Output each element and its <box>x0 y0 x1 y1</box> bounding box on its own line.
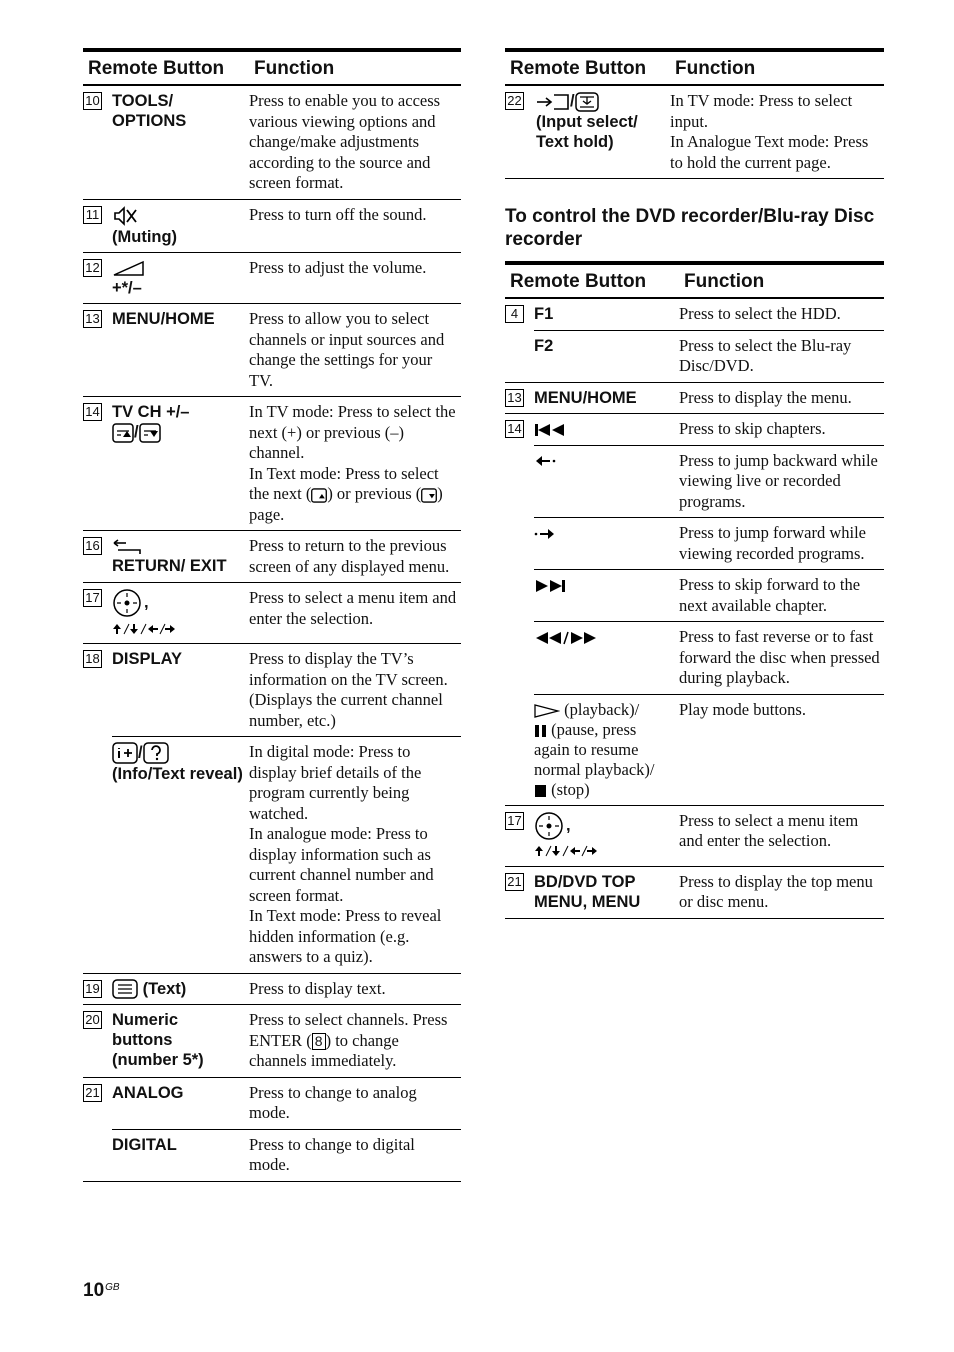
function-text: Press to change to digital mode. <box>249 1129 461 1181</box>
table-row <box>83 583 461 644</box>
function-text-tv: In TV mode: Press to select input. <box>670 91 853 131</box>
function-text: Press to select the Blu-ray Disc/DVD. <box>679 330 884 382</box>
remote-button-table-right <box>505 48 884 179</box>
function-text: Press to enable you to access various viewing options and change/make adjustments according to the source and screen format. <box>249 91 441 192</box>
skip-back-icon <box>534 423 566 437</box>
item-number: 17 <box>83 589 102 607</box>
table-row <box>505 866 884 918</box>
function-text-tv: In TV mode: Press to select the next (+) or previous (–) channel. <box>249 402 456 463</box>
button-name: F1 <box>534 305 554 323</box>
table-row <box>505 298 884 330</box>
button-name: F2 <box>534 330 679 382</box>
select-enter-icon <box>112 588 144 618</box>
function-text: Press to skip chapters. <box>679 414 884 446</box>
play-icon <box>534 704 560 718</box>
item-number: 19 <box>83 980 102 998</box>
header-remote-button: Remote Button <box>505 50 670 85</box>
page-language-suffix: GB <box>105 1282 120 1293</box>
item-number: 12 <box>83 259 102 277</box>
jump-back-icon <box>534 455 556 467</box>
button-name: MENU/HOME <box>112 304 249 397</box>
button-name: ANALOG <box>112 1077 249 1129</box>
table-row <box>83 1005 461 1078</box>
right-column <box>505 48 884 919</box>
function-text <box>249 1005 461 1078</box>
arrow-keys-icon <box>112 622 176 636</box>
table-row <box>505 330 884 382</box>
remote-button-table-left <box>83 48 461 1182</box>
button-name: , <box>566 815 571 834</box>
function-text-text: In Text mode: Press to reveal hidden information (e.g. answers to a quiz). <box>249 906 442 967</box>
button-name: (Muting) <box>112 227 178 246</box>
table-row <box>505 694 884 805</box>
item-number: 13 <box>83 310 102 328</box>
button-name: DIGITAL <box>112 1129 249 1181</box>
table-row <box>83 304 461 397</box>
button-name: RETURN/ EXIT <box>112 557 227 576</box>
pause-label: (pause, press again to resume normal playback)/ <box>534 719 655 779</box>
text-icon <box>112 979 138 999</box>
pause-icon <box>534 724 547 738</box>
table-row <box>505 414 884 446</box>
button-name: MENU/HOME <box>534 382 679 414</box>
item-number: 4 <box>505 305 524 323</box>
dvd-remote-button-table <box>505 261 884 919</box>
function-text-text-b: ) or previous ( <box>327 484 422 504</box>
function-text <box>249 397 461 531</box>
function-text: Press to display the menu. <box>679 382 884 414</box>
table-row <box>505 570 884 622</box>
button-name: BD/DVD TOP MENU, MENU <box>534 866 679 918</box>
item-number: 14 <box>505 420 524 438</box>
stop-icon <box>534 784 547 798</box>
item-number: 21 <box>505 873 524 891</box>
header-function: Function <box>249 50 461 85</box>
header-function: Function <box>670 50 884 85</box>
function-text: Press to adjust the volume. <box>249 252 461 304</box>
return-icon <box>112 538 142 556</box>
item-number: 20 <box>83 1011 102 1029</box>
function-text-a: Press to select channels. Press ENTER ( <box>249 1010 448 1050</box>
button-name: (Input select/ Text hold) <box>536 112 638 151</box>
separator: / <box>570 92 575 110</box>
table-row <box>83 531 461 583</box>
item-number: 16 <box>83 537 102 555</box>
volume-icon <box>112 258 146 278</box>
page-down-icon <box>139 423 161 443</box>
button-name: DISPLAY <box>112 644 249 737</box>
fast-reverse-forward-icon <box>534 631 598 645</box>
button-name: +*/– <box>112 279 142 298</box>
function-text: Press to jump forward while viewing recorded programs. <box>679 518 884 570</box>
function-text-analogue: In analogue mode: Press to display information such as current channel number and screen format. <box>249 824 434 905</box>
table-row <box>83 1129 461 1181</box>
button-name: TV CH +/– <box>112 403 190 422</box>
separator: / <box>134 423 139 442</box>
function-text: Press to select a menu item and enter the selection. <box>679 805 884 866</box>
function-text: Press to skip forward to the next available chapter. <box>679 570 884 622</box>
jump-forward-icon <box>534 528 556 540</box>
item-number: 17 <box>505 812 524 830</box>
item-number: 21 <box>83 1084 102 1102</box>
table-row <box>83 397 461 531</box>
page-number <box>83 1280 120 1302</box>
item-number: 18 <box>83 650 102 668</box>
function-text-b: ) to change channels immediately. <box>249 1030 399 1071</box>
input-select-icon <box>536 92 570 112</box>
info-icon <box>112 742 138 764</box>
function-text: Press to allow you to select channels or input sources and change the settings for your TV. <box>249 304 461 397</box>
table-row <box>505 85 884 179</box>
function-text: Press to select the HDD. <box>679 304 841 323</box>
left-column <box>83 48 461 1182</box>
table-row <box>83 737 461 974</box>
page-up-icon <box>311 488 327 503</box>
page-number-value: 10 <box>83 1280 105 1301</box>
separator: / <box>138 743 143 762</box>
function-text: Press to return to the previous screen of any displayed menu. <box>249 531 461 583</box>
table-row <box>83 85 461 199</box>
function-text: Press to jump backward while viewing live or recorded programs. <box>679 445 884 518</box>
select-enter-icon <box>534 811 566 841</box>
table-row <box>505 622 884 695</box>
stop-label: (stop) <box>551 779 590 799</box>
item-number: 14 <box>83 403 102 421</box>
button-name: , <box>144 593 149 612</box>
function-text: Play mode buttons. <box>679 694 884 805</box>
section-heading: To control the DVD recorder/Blu-ray Disc recorder <box>505 206 875 250</box>
table-row <box>505 382 884 414</box>
item-number-ref: 8 <box>312 1033 326 1050</box>
header-remote-button: Remote Button <box>505 263 679 298</box>
page-up-icon <box>112 423 134 443</box>
header-function: Function <box>679 263 884 298</box>
arrow-keys-icon <box>534 844 598 858</box>
function-text-analogue: In Analogue Text mode: Press to hold the current page. <box>670 132 869 172</box>
page-down-icon <box>421 488 437 503</box>
play-label: (playback)/ <box>564 699 640 719</box>
function-text: Press to display the TV’s information on the TV screen. (Displays the current channel number, etc.) <box>249 644 461 737</box>
table-row <box>505 805 884 866</box>
function-text: Press to change to analog mode. <box>249 1077 461 1129</box>
button-name: (Text) <box>142 979 187 998</box>
table-row <box>505 445 884 518</box>
item-number: 13 <box>505 389 524 407</box>
table-row <box>83 1077 461 1129</box>
button-name: (Info/Text reveal) <box>112 765 243 784</box>
skip-forward-icon <box>534 579 566 593</box>
function-text-text-c: ) page. <box>249 484 443 524</box>
table-row <box>505 518 884 570</box>
function-text: Press to fast reverse or to fast forward the disc when pressed during playback. <box>679 622 884 695</box>
function-text-digital: In digital mode: Press to display brief details of the program currently being watched. <box>249 742 422 823</box>
table-row <box>83 644 461 737</box>
button-name: TOOLS/ OPTIONS <box>112 92 187 130</box>
text-hold-icon <box>575 92 599 112</box>
table-row <box>83 973 461 1005</box>
button-name: Numeric buttons (number 5*) <box>112 1005 249 1078</box>
table-row <box>83 252 461 304</box>
header-remote-button: Remote Button <box>83 50 249 85</box>
muting-icon <box>112 205 138 227</box>
function-text: Press to display the top menu or disc menu. <box>679 866 884 918</box>
function-text <box>249 737 461 974</box>
table-row <box>83 199 461 252</box>
text-reveal-icon <box>143 742 169 764</box>
item-number: 10 <box>83 92 102 110</box>
item-number: 22 <box>505 92 524 110</box>
function-text <box>670 85 884 179</box>
item-number: 11 <box>83 206 102 224</box>
function-text: Press to turn off the sound. <box>249 199 461 252</box>
function-text: Press to display text. <box>249 973 461 1005</box>
function-text-text-a: In Text mode: Press to select the next ( <box>249 463 439 504</box>
function-text: Press to select a menu item and enter the selection. <box>249 583 461 644</box>
